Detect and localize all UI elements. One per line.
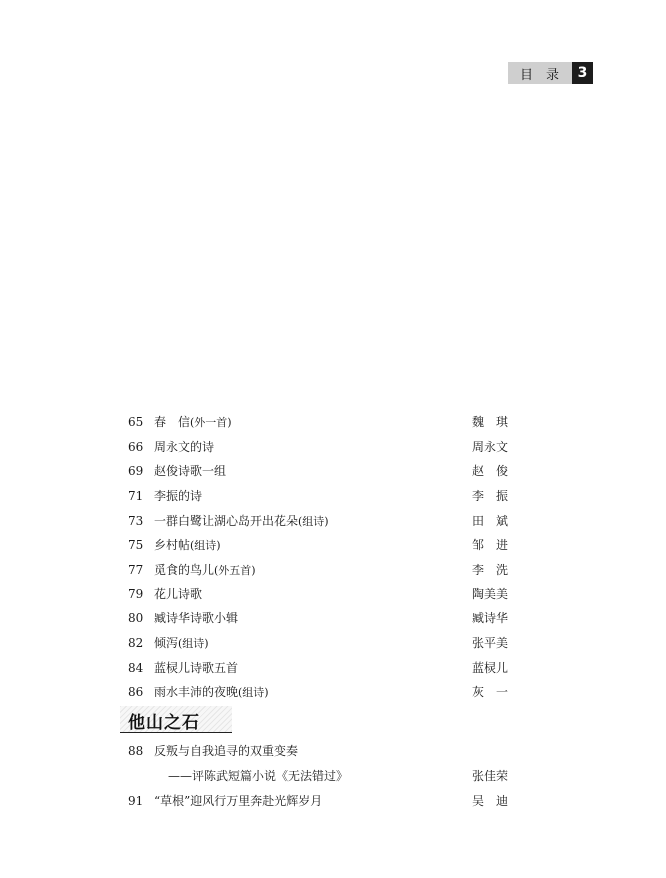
toc-entry[interactable]	[128, 682, 508, 702]
entry-page: 91	[128, 794, 144, 808]
entry-title	[154, 658, 238, 678]
entry-title-text: 雨水丰沛的夜晚	[154, 685, 239, 699]
entry-author: 李 振	[471, 489, 508, 503]
entry-title-text: 春 信	[154, 415, 191, 429]
entry-page: 79	[128, 587, 144, 601]
entry-title-text: 倾泻	[154, 636, 179, 650]
toc-entry[interactable]	[128, 437, 508, 457]
entry-title	[154, 412, 232, 433]
toc-entry[interactable]	[128, 584, 508, 604]
entry-title-text: 臧诗华诗歌小辑	[154, 611, 239, 625]
entry-author: 周永文	[471, 440, 508, 454]
toc-entry[interactable]	[128, 511, 508, 531]
entry-page: 77	[128, 563, 144, 577]
entry-note: (组诗)	[238, 686, 269, 699]
entry-page: 84	[128, 661, 144, 675]
entry-title	[154, 461, 226, 481]
page-number: 3	[572, 62, 593, 84]
toc-entry[interactable]	[128, 791, 508, 811]
entry-title-text: 花儿诗歌	[154, 587, 203, 601]
entry-author: 张平美	[471, 636, 508, 650]
entry-page: 65	[128, 415, 144, 429]
toc-entry[interactable]	[128, 535, 508, 555]
entry-title	[154, 511, 329, 532]
header-label-char-1: 目	[519, 67, 534, 83]
section-header	[508, 62, 593, 84]
entry-title	[154, 682, 269, 703]
toc-entry[interactable]	[128, 461, 508, 481]
entry-title	[154, 437, 214, 457]
toc-entry[interactable]	[128, 412, 508, 432]
toc-subtitle-line[interactable]	[168, 766, 508, 786]
entry-title-text: 赵俊诗歌一组	[154, 464, 227, 478]
entry-title	[154, 535, 221, 556]
entry-page: 86	[128, 685, 144, 699]
entry-title	[154, 633, 209, 654]
toc-entry[interactable]	[128, 486, 508, 506]
entry-page: 71	[128, 489, 144, 503]
entry-author: 吴 迪	[471, 794, 508, 808]
entry-page: 82	[128, 636, 144, 650]
entry-page: 66	[128, 440, 144, 454]
entry-title: 反叛与自我追寻的双重变奏	[154, 744, 299, 758]
toc-entry[interactable]	[128, 741, 508, 761]
entry-author: 田 斌	[471, 514, 508, 528]
entry-title-text: 蓝棂儿诗歌五首	[154, 661, 239, 675]
entry-title-text: 觅食的鸟儿	[154, 563, 215, 577]
entry-author: 李 洗	[471, 563, 508, 577]
entry-page: 75	[128, 538, 144, 552]
toc-entry[interactable]	[128, 658, 508, 678]
toc-entry[interactable]	[128, 633, 508, 653]
entry-author: 臧诗华	[471, 611, 508, 625]
header-label-char-2: 录	[545, 67, 560, 83]
entry-note: (组诗)	[178, 637, 209, 650]
section-heading-text: 他山之石	[128, 713, 200, 733]
entry-title-text: 周永文的诗	[154, 440, 215, 454]
entry-page: 88	[128, 744, 144, 758]
entry-page: 73	[128, 514, 144, 528]
entry-title: “草根”迎风行万里奔赴光辉岁月	[154, 794, 323, 808]
entry-author: 陶美美	[471, 587, 508, 601]
entry-note: (外一首)	[190, 416, 232, 429]
entry-author: 张佳荣	[471, 769, 508, 783]
entry-note: (外五首)	[214, 564, 256, 577]
entry-page: 80	[128, 611, 144, 625]
entry-subtitle: ——评陈武短篇小说《无法错过》	[168, 769, 349, 783]
entry-author: 灰 一	[471, 685, 508, 699]
entry-title	[154, 608, 238, 628]
entry-note: (组诗)	[298, 515, 329, 528]
entry-title-text: 李振的诗	[154, 489, 203, 503]
header-label	[508, 62, 572, 84]
entry-note: (组诗)	[190, 539, 221, 552]
toc-entry[interactable]	[128, 608, 508, 628]
entry-author: 蓝棂儿	[471, 661, 508, 675]
entry-author: 赵 俊	[471, 464, 508, 478]
entry-title-text: 一群白鹭让湖心岛开出花朵	[154, 514, 299, 528]
entry-author: 邹 进	[471, 538, 508, 552]
toc-entry[interactable]	[128, 560, 508, 580]
entry-title	[154, 560, 256, 581]
section-heading	[120, 706, 232, 733]
entry-title-text: 乡村帖	[154, 538, 191, 552]
entry-author: 魏 琪	[471, 415, 508, 429]
entry-page: 69	[128, 464, 144, 478]
entry-title	[154, 486, 202, 506]
entry-title	[154, 584, 202, 604]
